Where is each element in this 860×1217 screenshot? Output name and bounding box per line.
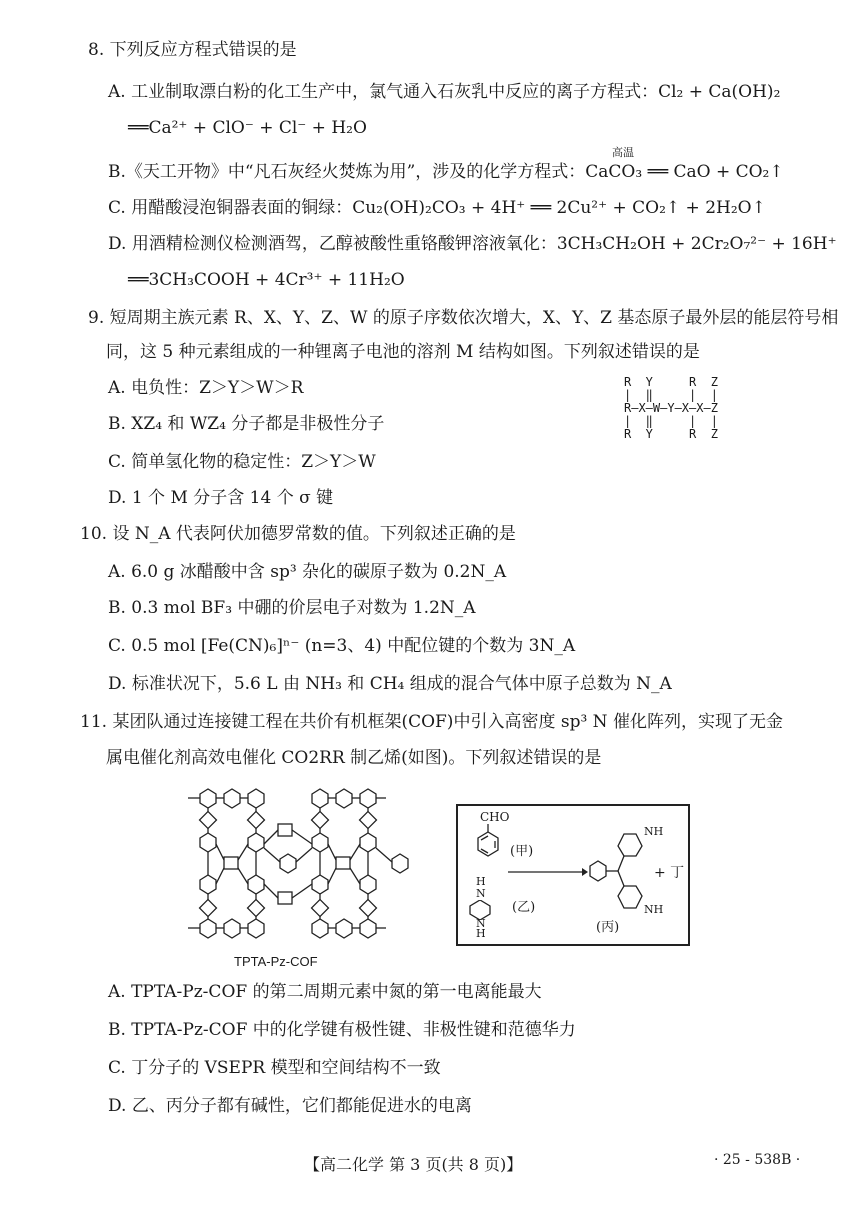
structure-row1: R Y R Z — [624, 375, 718, 389]
structure-row2: | ‖ | | — [624, 388, 718, 402]
scheme-cho-label: CHO — [480, 810, 510, 824]
piperazine-bottom-n: N — [476, 917, 486, 930]
q11-option-d: D. 乙、丙分子都有碱性，它们都能促进水的电离 — [108, 1096, 472, 1116]
structure-row4: | ‖ | | — [624, 414, 718, 428]
q10-option-a: A. 6.0 g 冰醋酸中含 sp³ 杂化的碳原子数为 0.2N_A — [108, 562, 507, 582]
structure-row5: R Y R Z — [624, 427, 718, 441]
q8-option-b: B.《天工开物》中“凡石灰经火焚炼为用”，涉及的化学方程式：CaCO₃ ══ CaO + CO₂↑ — [108, 162, 784, 182]
q8-option-a-line1: A. 工业制取漂白粉的化工生产中，氯气通入石灰乳中反应的离子方程式：Cl₂ + Ca(OH)₂ — [108, 82, 781, 102]
q8-option-d-line2: ══3CH₃COOH + 4Cr³⁺ + 11H₂O — [128, 270, 405, 290]
piperazine-bottom-h: H — [476, 927, 486, 940]
piperazine-top-h: H — [476, 875, 486, 888]
q9-option-a: A. 电负性：Z＞Y＞W＞R — [108, 378, 304, 398]
q11-stem-line1: 11. 某团队通过连接键工程在共价有机框架(COF)中引入高密度 sp³ N 催化阵列，实现了无金 — [80, 712, 783, 732]
scheme-jia-label: (甲) — [510, 844, 534, 859]
reaction-arrow — [508, 866, 588, 878]
q11-option-b: B. TPTA-Pz-COF 中的化学键有极性键、非极性键和范德华力 — [108, 1020, 576, 1040]
q11-stem-line2: 属电催化剂高效电催化 CO2RR 制乙烯(如图)。下列叙述错误的是 — [106, 748, 602, 768]
product-ding-label: + 丁 — [654, 865, 685, 881]
q9-option-c: C. 简单氢化物的稳定性：Z＞Y＞W — [108, 452, 376, 472]
q9-stem-line1: 9. 短周期主族元素 R、X、Y、Z、W 的原子序数依次增大，X、Y、Z 基态原子最外层的能层符号相 — [88, 308, 839, 328]
product-bottom-nh: NH — [644, 903, 664, 916]
benzaldehyde-structure — [468, 824, 508, 864]
structure-m — [624, 376, 718, 441]
q9-stem-line2: 同，这 5 种元素组成的一种锂离子电池的溶剂 M 结构如图。下列叙述错误的是 — [106, 342, 700, 362]
q10-stem: 10. 设 N_A 代表阿伏加德罗常数的值。下列叙述正确的是 — [80, 524, 516, 544]
scheme-yi-label: (乙) — [512, 900, 536, 915]
scheme-bing-label: (丙) — [596, 920, 620, 935]
cof-figure-label: TPTA-Pz-COF — [234, 954, 318, 969]
q8-stem: 8. 下列反应方程式错误的是 — [88, 40, 297, 60]
q10-option-c: C. 0.5 mol [Fe(CN)₆]ⁿ⁻ (n=3、4) 中配位键的个数为 3N_A — [108, 636, 576, 656]
footer-page-info: 【高二化学 第 3 页(共 8 页)】 — [304, 1155, 523, 1174]
reaction-scheme-box — [456, 804, 690, 946]
product-top-nh: NH — [644, 825, 664, 838]
cof-framework-figure — [180, 784, 420, 950]
q8-option-d-line1: D. 用酒精检测仪检测酒驾，乙醇被酸性重铬酸钾溶液氧化：3CH₃CH₂OH + 2Cr₂O₇²⁻ + 16H⁺ — [108, 234, 837, 254]
q10-option-b: B. 0.3 mol BF₃ 中硼的价层电子对数为 1.2N_A — [108, 598, 476, 618]
q11-option-c: C. 丁分子的 VSEPR 模型和空间结构不一致 — [108, 1058, 441, 1078]
footer-code: · 25 - 538B · — [714, 1152, 801, 1168]
q9-option-d: D. 1 个 M 分子含 14 个 σ 键 — [108, 488, 334, 508]
q11-option-a: A. TPTA-Pz-COF 的第二周期元素中氮的第一电离能最大 — [108, 982, 542, 1002]
q9-option-b: B. XZ₄ 和 WZ₄ 分子都是非极性分子 — [108, 414, 385, 434]
q8-option-c: C. 用醋酸浸泡铜器表面的铜绿：Cu₂(OH)₂CO₃ + 4H⁺ ══ 2Cu²⁺ + CO₂↑ + 2H₂O↑ — [108, 198, 766, 218]
q10-option-d: D. 标准状况下，5.6 L 由 NH₃ 和 CH₄ 组成的混合气体中原子总数为 N_A — [108, 674, 672, 694]
piperazine-top-n: N — [476, 887, 486, 900]
q8-option-b-condition: 高温 — [612, 146, 634, 159]
q8-option-a-line2: ══Ca²⁺ + ClO⁻ + Cl⁻ + H₂O — [128, 118, 367, 138]
structure-row3: R—X—W—Y—X—X—Z — [624, 401, 718, 415]
